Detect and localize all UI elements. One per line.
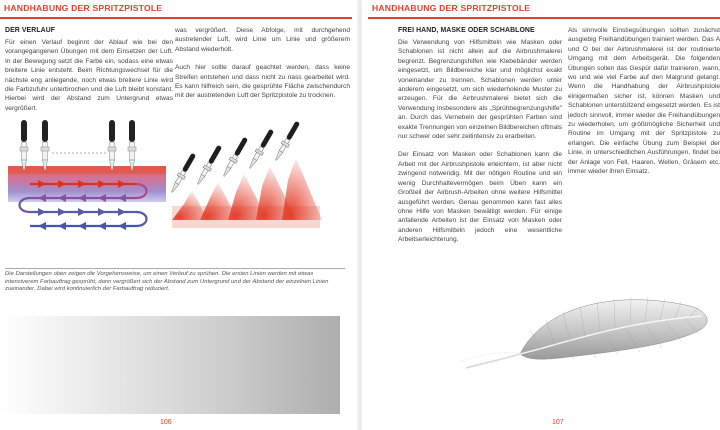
left-column-1: Für einen Verlauf beginnt der Ablauf wie bei den vorangegangenen Übungen mit dem Einsetzen der Luft. In der Bewegung setzt die Farbe ein, sodass eine etwas breitere Linie entsteht. Beim Richtungswechsel für die nächste eng anliegende, noch etwas breitere Linie wird die Farbzufuhr unterbrochen und die Luft bleibt konstant. Hierbei wird der Abstand zum Untergrund etwas vergrößert. [5, 39, 173, 112]
right-page [362, 0, 720, 430]
section-title-verlauf: DER VERLAUF [5, 27, 56, 34]
left-col2-paragraph-2: Auch hier sollte darauf geachtet werden, dass keine Streifen entstehen und dass nicht zu nass gearbeitet wird. Es kann hilfreich sein, die gesprühte Fläche zwischendurch mit der austretenden Luft der Spritzpistole zu trocknen. [175, 64, 350, 100]
page-number-right: 107 [552, 419, 564, 426]
airbrush-gun-icon [195, 144, 224, 186]
right-col1-paragraph-1: Die Verwendung von Hilfsmitteln wie Masken oder Schablonen ist nicht allein auf die Airbrushmalerei begrenzt. Begrenzungshilfen wie Klebebänder werden eingesetzt, um Bildbereiche klar und möglichst exakt voneinander zu trennen. Schablonen werden unter anderem eingesetzt, um sich wiederholende Muster zu erzeugen. Für die Airbrushmalerei bietet sich die Verwendung insbesondere als „Sprühbegrenzungshilfe" an. Durch das Vernebeln der gesprühten Farben sind exakte Trennungen von einzelnen Bildbereichen oftmals nur schwer oder sehr zeitintensiv zu erarbeiten. [398, 39, 562, 141]
left-col2-paragraph-1: was vergrößert. Diese Abfolge, mit durchgehend austretender Luft, wird Linie um Linie und größerem Abstand wiederholt. [175, 27, 350, 53]
spray-distance-illustration [172, 120, 322, 230]
airbrush-gun-icon [221, 136, 250, 178]
feather-image [370, 282, 716, 412]
airbrush-gun-icon [247, 128, 276, 170]
running-head-right: HANDHABUNG DER SPRITZPISTOLE [372, 3, 531, 13]
airbrush-gun-icon [20, 120, 28, 170]
section-title-freihand: FREI HAND, MASKE ODER SCHABLONE [398, 27, 535, 34]
right-column-2: Als sinnvolle Einstiegsübungen sollten zunächst ausgiebig Freihandübungen trainiert werden. Das A und O bei der Airbrushmalerei ist der routinierte Umgang mit dem Arbeitsgerät. Die folgenden Übungen sollen das Gespür dafür trainieren, wann, wo und wie viel Farbe auf den Malgrund gelangt. Wenn die Handhabung der Airbrushpistole einigermaßen sicher ist, können Masken und Schablonen unterstützend eingesetzt werden. Es ist jedoch sinnvoll, immer wieder die Freihandübungen zu wiederholen, um größtmögliche Sicherheit und Routine im Umgang mit der Spritzpistole zu erlangen. Die einfache Übung zum Beispiel der Linie, in unterschiedlichen Ausführungen, findet bei der Anlage von Fell, Haaren, Wellen, Gräsern etc. immer wieder ihren Einsatz. [568, 27, 720, 176]
airbrush-gun-icon [169, 152, 198, 194]
verlauf-technique-illustration [8, 118, 168, 266]
left-column-2 [175, 26, 350, 110]
airbrush-gun-icon [128, 120, 136, 170]
page-number-left: 106 [160, 419, 172, 426]
running-head-rule-left [0, 17, 352, 19]
airbrush-gun-icon [108, 120, 116, 170]
right-col1-paragraph-2: Der Einsatz von Masken oder Schablonen kann die Arbeit mit der Airbrushpistole erleichtern, ist aber nicht zwingend notwendig. Mit der nötigen Routine und ein wenig Durchhaltevermögen beim Üben kann ein Großteil der Airbrush-Arbeiten ohne weitere Hilfsmittel ausgeführt werden. Genau genommen kann fast alles ohne Hilfe von Masken bewältigt werden. Für einige anfallende Arbeiten ist der Einsatz von Masken oder anderen Hilfsmitteln jedoch eine wesentliche Arbeitserleichterung. [398, 151, 562, 244]
right-column-1 [398, 38, 562, 254]
grey-gradient-image [0, 316, 340, 414]
left-page [0, 0, 358, 430]
figure-caption: Die Darstellungen oben zeigen die Vorgehensweise, um einen Verlauf zu sprühen. Die ersten Linien werden mit etwas intensiverem Farbauftrag gesprüht, dann vergrößert sich der Abstand zum Untergrund und der Abstand der einzelnen Linien zueinander. Dabei wird kontinuierlich der Farbauftrag reduziert. [5, 271, 329, 293]
running-head-rule-right [368, 17, 720, 19]
running-head-left: HANDHABUNG DER SPRITZPISTOLE [4, 3, 163, 13]
spray-cone-icon [172, 158, 322, 220]
airbrush-gun-icon [41, 120, 49, 170]
airbrush-gun-icon [273, 120, 302, 162]
caption-rule [5, 268, 345, 269]
